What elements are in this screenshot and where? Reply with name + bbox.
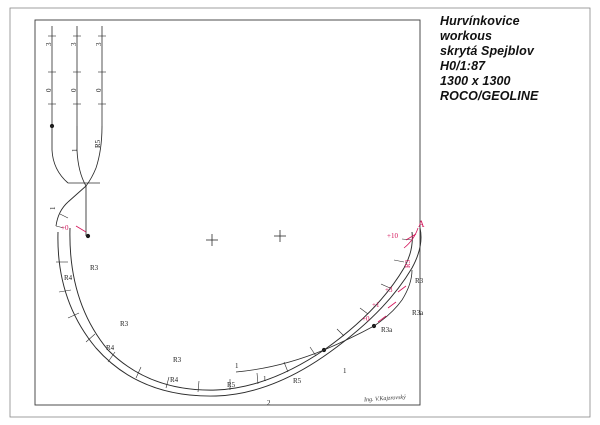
height-label: +0 [61, 224, 69, 232]
title-line: workous [440, 29, 493, 43]
track-label: 1 [235, 362, 239, 370]
track-label: 1 [263, 375, 267, 383]
track-label: 3 [95, 42, 103, 46]
track-label: R5 [94, 139, 102, 148]
track-label: 0 [70, 88, 78, 92]
title-line: ROCO/GEOLINE [440, 89, 539, 103]
track-label: R3 [404, 259, 412, 268]
signature: Ing. V.Kajzrovský [363, 394, 407, 404]
track-label: R4 [64, 274, 73, 282]
title-line: 1300 x 1300 [440, 74, 511, 88]
track-label: R3 [120, 320, 129, 328]
height-label: +10 [387, 232, 398, 240]
track-label: 1 [71, 148, 79, 152]
track-label: 0 [45, 88, 53, 92]
track-label: R5 [227, 381, 236, 389]
height-label: +3 [385, 286, 393, 294]
track-label: R3 [173, 356, 182, 364]
height-label: +0 [362, 315, 370, 323]
track-label: 3 [45, 42, 53, 46]
track-label: 0 [95, 88, 103, 92]
track-label: R4 [106, 344, 115, 352]
track-label: R5 [293, 377, 302, 385]
title-line: Hurvínkovice [440, 14, 520, 28]
track-label: 1 [49, 206, 57, 210]
title-line: skrytá Spejblov [440, 44, 534, 58]
track-label: 1 [343, 367, 347, 375]
track-label: R3a [412, 309, 424, 317]
point-label-a: A [418, 219, 425, 229]
track-label: 2 [267, 399, 271, 407]
track-label: 3 [70, 42, 78, 46]
track-label: R4 [170, 376, 179, 384]
track-label: R3a [381, 326, 393, 334]
track-label: R3 [90, 264, 99, 272]
height-label: +1 [372, 301, 380, 309]
track-end-marker [86, 234, 90, 238]
title-line: H0/1:87 [440, 59, 486, 73]
title-block [440, 14, 590, 104]
track-label: R3 [415, 277, 424, 285]
